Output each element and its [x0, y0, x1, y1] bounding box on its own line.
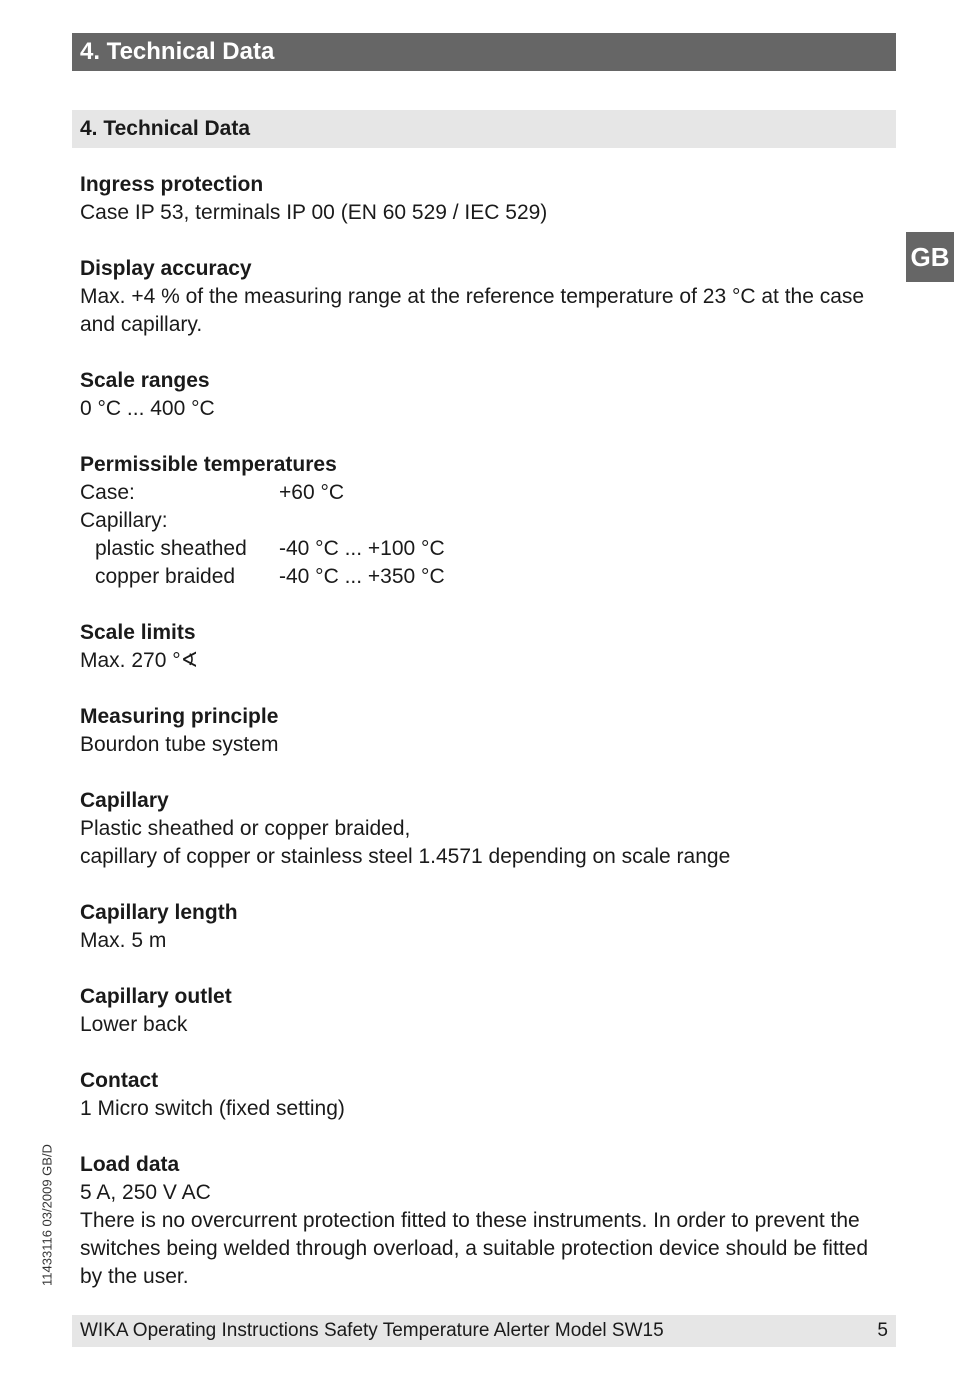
spec-capillary-outlet	[80, 983, 892, 1039]
row-value: -40 °C ... +350 °C	[279, 565, 445, 588]
chapter-header-bar	[72, 33, 896, 71]
spec-title: Scale limits	[80, 621, 196, 644]
row-label: copper braided	[95, 565, 236, 588]
table-row	[80, 507, 445, 535]
row-value: -40 °C ... +100 °C	[279, 537, 445, 560]
spec-capillary-length	[80, 899, 892, 955]
spec-scale-ranges	[80, 367, 892, 423]
table-row	[80, 479, 445, 507]
spec-scale-limits	[80, 619, 892, 675]
spec-title: Display accuracy	[80, 257, 252, 280]
spec-display-accuracy	[80, 255, 892, 339]
spec-text: Bourdon tube system	[80, 733, 279, 756]
spec-ingress-protection	[80, 171, 892, 227]
spec-title: Scale ranges	[80, 369, 210, 392]
spec-title: Capillary	[80, 789, 169, 812]
spec-title: Measuring principle	[80, 705, 279, 728]
section-title: 4. Technical Data	[80, 117, 251, 140]
language-tab: GB	[906, 232, 954, 282]
spec-text: Max. +4 % of the measuring range at the reference temperature of 23 °C at the case and capillary.	[80, 285, 865, 336]
spec-text: capillary of copper or stainless steel 1.4571 depending on scale range	[80, 845, 731, 868]
page-footer	[72, 1315, 896, 1347]
row-label: Capillary:	[80, 509, 168, 532]
row-label: plastic sheathed	[95, 537, 247, 560]
row-value	[279, 507, 445, 535]
spec-text: There is no overcurrent protection fitted to these instruments. In order to prevent the switches being welded through overload, a suitable protection device should be fitted by the user.	[80, 1209, 869, 1288]
technical-data-content	[80, 171, 892, 1319]
spec-load-data	[80, 1151, 892, 1291]
spec-text: Max. 270 °∢	[80, 649, 199, 672]
spec-text: 1 Micro switch (fixed setting)	[80, 1097, 345, 1120]
spec-text: 0 °C ... 400 °C	[80, 397, 215, 420]
spec-title: Load data	[80, 1153, 180, 1176]
spec-contact	[80, 1067, 892, 1123]
spec-capillary	[80, 787, 892, 871]
row-label: Case:	[80, 481, 135, 504]
spec-permissible-temperatures	[80, 451, 892, 591]
chapter-title: 4. Technical Data	[80, 38, 275, 65]
section-header-bar	[72, 110, 896, 148]
spec-text: Lower back	[80, 1013, 188, 1036]
spec-title: Capillary outlet	[80, 985, 232, 1008]
page-number: 5	[877, 1320, 888, 1341]
spec-text: Max. 5 m	[80, 929, 167, 952]
spec-title: Contact	[80, 1069, 159, 1092]
row-value: +60 °C	[279, 481, 345, 504]
spec-text: Plastic sheathed or copper braided,	[80, 817, 411, 840]
table-row	[80, 535, 445, 563]
footer-text: WIKA Operating Instructions Safety Temperature Alerter Model SW15	[80, 1320, 664, 1341]
spec-text: Case IP 53, terminals IP 00 (EN 60 529 / IEC 529)	[80, 201, 548, 224]
spec-title: Capillary length	[80, 901, 238, 924]
temperature-table	[80, 479, 445, 591]
table-row	[80, 563, 445, 591]
spec-title: Ingress protection	[80, 173, 264, 196]
spec-measuring-principle	[80, 703, 892, 759]
spec-text: 5 A, 250 V AC	[80, 1181, 211, 1204]
document-code-text: 11433116 03/2009 GB/D	[39, 1144, 55, 1286]
spec-title: Permissible temperatures	[80, 453, 337, 476]
